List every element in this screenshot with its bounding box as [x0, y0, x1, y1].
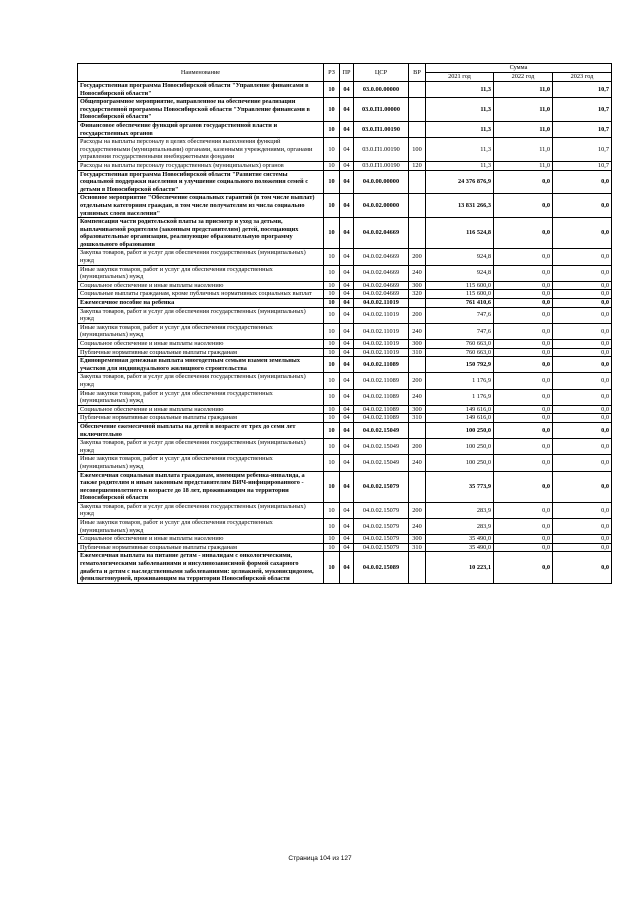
table-row	[78, 502, 612, 518]
budget-table	[77, 63, 612, 584]
row-vr: 300	[409, 535, 426, 544]
row-amount-2023: 0,0	[553, 535, 612, 544]
header-vr: ВР	[409, 64, 426, 82]
row-csr: 04.0.00.00000	[354, 170, 409, 194]
row-csr: 04.0.02.11089	[354, 414, 409, 423]
row-name: Государственная программа Новосибирской области "Развитие системы социальной поддержки населения и улучшение социального положения семей с детьми в Новосибирской области"	[78, 170, 324, 194]
row-name: Финансовое обеспечение функций органов государственной власти и государственных органов	[78, 121, 324, 137]
row-amount-2023: 0,0	[553, 265, 612, 281]
row-vr: 300	[409, 405, 426, 414]
row-amount-2022: 11,0	[494, 98, 553, 122]
row-vr	[409, 194, 426, 218]
row-amount-2023: 10,7	[553, 121, 612, 137]
row-amount-2022: 0,0	[494, 519, 553, 535]
row-rz: 10	[324, 552, 340, 583]
row-amount-2022: 0,0	[494, 405, 553, 414]
row-csr: 04.0.02.11019	[354, 299, 409, 308]
row-rz: 10	[324, 281, 340, 290]
row-name: Социальное обеспечение и иные выплаты населению	[78, 340, 324, 349]
row-pr: 04	[340, 307, 354, 323]
row-csr: 04.0.02.04669	[354, 218, 409, 249]
row-amount-2021: 283,9	[426, 502, 494, 518]
table-row	[78, 82, 612, 98]
row-rz: 10	[324, 307, 340, 323]
row-amount-2023: 0,0	[553, 414, 612, 423]
row-pr: 04	[340, 422, 354, 438]
row-name: Публичные нормативные социальные выплаты гражданам	[78, 348, 324, 357]
row-name: Закупка товаров, работ и услуг для обеспечения государственных (муниципальных) нужд	[78, 439, 324, 455]
row-amount-2021: 13 831 266,3	[426, 194, 494, 218]
row-name: Основное мероприятие "Обеспечение социальных гарантий (в том числе выплат) отдельным категориям граждан, в том числе получателям из числа социально уязвимых слоев населения"	[78, 194, 324, 218]
row-amount-2022: 0,0	[494, 439, 553, 455]
row-vr	[409, 170, 426, 194]
table-row	[78, 299, 612, 308]
row-csr: 04.0.02.00000	[354, 194, 409, 218]
row-rz: 10	[324, 323, 340, 339]
table-row	[78, 535, 612, 544]
table-row	[78, 471, 612, 502]
header-rz: РЗ	[324, 64, 340, 82]
row-pr: 04	[340, 405, 354, 414]
header-pr: ПР	[340, 64, 354, 82]
row-amount-2023: 0,0	[553, 405, 612, 414]
row-vr	[409, 82, 426, 98]
row-csr: 04.0.02.11019	[354, 348, 409, 357]
row-rz: 10	[324, 373, 340, 389]
row-amount-2023: 0,0	[553, 218, 612, 249]
row-name: Ежемесячная социальная выплата гражданам, имеющим ребенка-инвалида, а также родителям и иным законным представителям ВИЧ-инфицированного - несовершеннолетнего в возрасте до 18 лет, проживающим на территории Новосибирской области	[78, 471, 324, 502]
table-row	[78, 307, 612, 323]
row-vr: 320	[409, 290, 426, 299]
row-vr: 200	[409, 502, 426, 518]
row-pr: 04	[340, 290, 354, 299]
row-name: Общепрограммное мероприятие, направленное на обеспечение реализации государственной программы Новосибирской области "Управление финансами в Новосибирской области"	[78, 98, 324, 122]
row-amount-2021: 760 663,0	[426, 348, 494, 357]
row-name: Социальное обеспечение и иные выплаты населению	[78, 535, 324, 544]
row-pr: 04	[340, 170, 354, 194]
row-pr: 04	[340, 218, 354, 249]
row-pr: 04	[340, 471, 354, 502]
row-name: Закупка товаров, работ и услуг для обеспечения государственных (муниципальных) нужд	[78, 502, 324, 518]
row-amount-2021: 35 490,0	[426, 535, 494, 544]
row-vr: 200	[409, 439, 426, 455]
row-rz: 10	[324, 194, 340, 218]
row-amount-2023: 10,7	[553, 161, 612, 170]
row-csr: 04.0.02.15079	[354, 519, 409, 535]
table-row	[78, 357, 612, 373]
row-rz: 10	[324, 98, 340, 122]
row-rz: 10	[324, 357, 340, 373]
row-pr: 04	[340, 373, 354, 389]
row-pr: 04	[340, 82, 354, 98]
row-amount-2023: 0,0	[553, 502, 612, 518]
row-amount-2022: 0,0	[494, 249, 553, 265]
row-amount-2023: 0,0	[553, 455, 612, 471]
row-pr: 04	[340, 389, 354, 405]
row-csr: 03.0.П1.00190	[354, 138, 409, 162]
row-amount-2021: 11,3	[426, 98, 494, 122]
row-amount-2021: 11,3	[426, 121, 494, 137]
row-name: Социальное обеспечение и иные выплаты населению	[78, 405, 324, 414]
row-name: Расходы на выплаты персоналу в целях обеспечения выполнения функций государственными (муниципальными) органами, казенными учреждениями, органами управления государственными внебюджетными фондами	[78, 138, 324, 162]
row-csr: 04.0.02.15049	[354, 455, 409, 471]
row-amount-2023: 0,0	[553, 543, 612, 552]
row-amount-2023: 0,0	[553, 281, 612, 290]
table-header	[78, 64, 612, 82]
row-vr: 310	[409, 414, 426, 423]
row-pr: 04	[340, 98, 354, 122]
row-pr: 04	[340, 543, 354, 552]
row-amount-2021: 10 223,1	[426, 552, 494, 583]
row-csr: 03.0.00.00000	[354, 82, 409, 98]
row-amount-2022: 0,0	[494, 307, 553, 323]
row-rz: 10	[324, 265, 340, 281]
row-vr: 300	[409, 281, 426, 290]
table-row	[78, 194, 612, 218]
page-number: Страница 104 из 127	[288, 855, 352, 862]
row-rz: 10	[324, 161, 340, 170]
row-name: Ежемесячное пособие на ребенка	[78, 299, 324, 308]
row-amount-2022: 0,0	[494, 290, 553, 299]
row-pr: 04	[340, 519, 354, 535]
row-pr: 04	[340, 348, 354, 357]
row-csr: 04.0.02.04669	[354, 290, 409, 299]
row-name: Расходы на выплаты персоналу государственных (муниципальных) органов	[78, 161, 324, 170]
row-amount-2021: 35 490,0	[426, 543, 494, 552]
row-vr	[409, 98, 426, 122]
row-amount-2022: 0,0	[494, 265, 553, 281]
row-vr	[409, 218, 426, 249]
row-amount-2022: 0,0	[494, 299, 553, 308]
row-amount-2021: 760 663,0	[426, 340, 494, 349]
row-csr: 04.0.02.04669	[354, 265, 409, 281]
row-csr: 04.0.02.11019	[354, 323, 409, 339]
row-name: Иные закупки товаров, работ и услуг для обеспечения государственных (муниципальных) нужд	[78, 323, 324, 339]
table-row	[78, 340, 612, 349]
row-amount-2021: 150 792,9	[426, 357, 494, 373]
row-csr: 04.0.02.11089	[354, 389, 409, 405]
row-name: Публичные нормативные социальные выплаты гражданам	[78, 543, 324, 552]
row-amount-2021: 761 410,6	[426, 299, 494, 308]
row-name: Ежемесячная выплата на питание детям - инвалидам с онкологическими, гематологическими заболеваниями и инсулинозависимой формой сахарного диабета и детям с наследственными заболеваниями: целиакией, муковисцидозом, фенилкетонурией, проживающим на территории Новосибирской области	[78, 552, 324, 583]
header-name: Наименование	[78, 64, 324, 82]
row-amount-2023: 0,0	[553, 340, 612, 349]
row-csr: 04.0.02.15049	[354, 422, 409, 438]
table-row	[78, 249, 612, 265]
table-row	[78, 552, 612, 583]
row-vr: 120	[409, 161, 426, 170]
row-amount-2021: 100 250,0	[426, 455, 494, 471]
row-amount-2021: 115 600,0	[426, 281, 494, 290]
table-row	[78, 373, 612, 389]
row-amount-2021: 1 176,9	[426, 389, 494, 405]
row-amount-2023: 0,0	[553, 249, 612, 265]
row-csr: 03.0.П1.00190	[354, 161, 409, 170]
row-csr: 04.0.02.15079	[354, 543, 409, 552]
row-name: Иные закупки товаров, работ и услуг для обеспечения государственных (муниципальных) нужд	[78, 389, 324, 405]
row-pr: 04	[340, 357, 354, 373]
row-name: Социальные выплаты гражданам, кроме публичных нормативных социальных выплат	[78, 290, 324, 299]
row-rz: 10	[324, 422, 340, 438]
row-amount-2023: 0,0	[553, 290, 612, 299]
row-amount-2023: 0,0	[553, 519, 612, 535]
row-vr	[409, 299, 426, 308]
row-amount-2021: 116 524,8	[426, 218, 494, 249]
row-amount-2021: 11,3	[426, 82, 494, 98]
row-vr	[409, 422, 426, 438]
row-amount-2023: 10,7	[553, 82, 612, 98]
row-amount-2022: 0,0	[494, 323, 553, 339]
row-csr: 04.0.02.11019	[354, 340, 409, 349]
row-amount-2023: 0,0	[553, 307, 612, 323]
row-amount-2022: 0,0	[494, 422, 553, 438]
row-rz: 10	[324, 340, 340, 349]
row-name: Иные закупки товаров, работ и услуг для обеспечения государственных (муниципальных) нужд	[78, 519, 324, 535]
row-name: Государственная программа Новосибирской области "Управление финансами в Новосибирской области"	[78, 82, 324, 98]
row-rz: 10	[324, 455, 340, 471]
row-rz: 10	[324, 439, 340, 455]
row-amount-2022: 0,0	[494, 552, 553, 583]
row-amount-2023: 0,0	[553, 471, 612, 502]
row-rz: 10	[324, 389, 340, 405]
row-rz: 10	[324, 249, 340, 265]
row-amount-2023: 0,0	[553, 389, 612, 405]
row-amount-2021: 11,3	[426, 138, 494, 162]
row-amount-2022: 0,0	[494, 471, 553, 502]
row-name: Единовременная денежная выплата многодетным семьям взамен земельных участков для индивидуального жилищного строительства	[78, 357, 324, 373]
row-amount-2022: 0,0	[494, 502, 553, 518]
row-csr: 04.0.02.15079	[354, 502, 409, 518]
row-csr: 04.0.02.15079	[354, 535, 409, 544]
row-rz: 10	[324, 121, 340, 137]
table-row	[78, 348, 612, 357]
row-rz: 10	[324, 290, 340, 299]
row-vr: 240	[409, 389, 426, 405]
row-name: Закупка товаров, работ и услуг для обеспечения государственных (муниципальных) нужд	[78, 249, 324, 265]
row-vr	[409, 552, 426, 583]
row-vr: 200	[409, 249, 426, 265]
row-amount-2022: 0,0	[494, 218, 553, 249]
header-sum: Сумма	[426, 64, 612, 73]
row-amount-2022: 11,0	[494, 121, 553, 137]
row-amount-2022: 0,0	[494, 194, 553, 218]
row-csr: 04.0.02.15079	[354, 471, 409, 502]
row-csr: 03.0.П1.00000	[354, 98, 409, 122]
row-amount-2022: 0,0	[494, 414, 553, 423]
row-vr	[409, 357, 426, 373]
row-name: Публичные нормативные социальные выплаты гражданам	[78, 414, 324, 423]
row-amount-2023: 0,0	[553, 552, 612, 583]
row-amount-2021: 747,6	[426, 307, 494, 323]
table-row	[78, 439, 612, 455]
row-amount-2022: 11,0	[494, 138, 553, 162]
table-row	[78, 98, 612, 122]
row-amount-2021: 35 773,9	[426, 471, 494, 502]
row-amount-2022: 11,0	[494, 82, 553, 98]
row-rz: 10	[324, 218, 340, 249]
header-year-2022: 2022 год	[494, 73, 553, 82]
row-rz: 10	[324, 138, 340, 162]
row-pr: 04	[340, 161, 354, 170]
row-name: Иные закупки товаров, работ и услуг для обеспечения государственных (муниципальных) нужд	[78, 265, 324, 281]
row-amount-2021: 924,8	[426, 265, 494, 281]
row-vr: 240	[409, 455, 426, 471]
row-name: Иные закупки товаров, работ и услуг для обеспечения государственных (муниципальных) нужд	[78, 455, 324, 471]
row-amount-2022: 0,0	[494, 170, 553, 194]
row-amount-2021: 924,8	[426, 249, 494, 265]
row-amount-2023: 10,7	[553, 98, 612, 122]
row-amount-2021: 11,3	[426, 161, 494, 170]
row-amount-2023: 0,0	[553, 194, 612, 218]
row-name: Социальное обеспечение и иные выплаты населению	[78, 281, 324, 290]
row-rz: 10	[324, 535, 340, 544]
row-pr: 04	[340, 439, 354, 455]
row-amount-2023: 0,0	[553, 323, 612, 339]
row-pr: 04	[340, 502, 354, 518]
row-vr: 200	[409, 307, 426, 323]
row-amount-2023: 0,0	[553, 357, 612, 373]
row-vr	[409, 471, 426, 502]
row-csr: 04.0.02.11089	[354, 405, 409, 414]
row-amount-2022: 0,0	[494, 389, 553, 405]
row-rz: 10	[324, 170, 340, 194]
row-amount-2021: 283,9	[426, 519, 494, 535]
row-vr: 200	[409, 373, 426, 389]
row-vr: 310	[409, 543, 426, 552]
row-pr: 04	[340, 414, 354, 423]
row-pr: 04	[340, 299, 354, 308]
row-amount-2023: 0,0	[553, 422, 612, 438]
row-amount-2022: 0,0	[494, 357, 553, 373]
row-rz: 10	[324, 519, 340, 535]
row-pr: 04	[340, 249, 354, 265]
row-pr: 04	[340, 535, 354, 544]
row-amount-2021: 24 376 876,9	[426, 170, 494, 194]
table-row	[78, 161, 612, 170]
row-amount-2022: 0,0	[494, 535, 553, 544]
table-row	[78, 323, 612, 339]
row-pr: 04	[340, 281, 354, 290]
row-rz: 10	[324, 502, 340, 518]
row-amount-2023: 0,0	[553, 373, 612, 389]
row-rz: 10	[324, 471, 340, 502]
table-row	[78, 405, 612, 414]
row-amount-2023: 0,0	[553, 348, 612, 357]
row-vr: 240	[409, 519, 426, 535]
row-name: Компенсация части родительской платы за присмотр и уход за детьми, выплачиваемой родителям (законным представителям) детей, посещающих образовательные организации, реализующие образовательную программу дошкольного образования	[78, 218, 324, 249]
table-row	[78, 455, 612, 471]
row-csr: 04.0.02.11089	[354, 373, 409, 389]
table-row	[78, 422, 612, 438]
row-amount-2023: 0,0	[553, 439, 612, 455]
row-pr: 04	[340, 323, 354, 339]
row-pr: 04	[340, 455, 354, 471]
table-row	[78, 281, 612, 290]
row-amount-2023: 0,0	[553, 170, 612, 194]
row-vr: 300	[409, 340, 426, 349]
row-csr: 04.0.02.11019	[354, 307, 409, 323]
row-csr: 04.0.02.15049	[354, 439, 409, 455]
row-csr: 03.0.П1.00190	[354, 121, 409, 137]
row-pr: 04	[340, 552, 354, 583]
row-pr: 04	[340, 138, 354, 162]
table-row	[78, 121, 612, 137]
row-amount-2021: 100 250,0	[426, 439, 494, 455]
row-amount-2023: 0,0	[553, 299, 612, 308]
row-amount-2022: 0,0	[494, 373, 553, 389]
row-vr: 240	[409, 323, 426, 339]
row-amount-2022: 0,0	[494, 281, 553, 290]
row-amount-2021: 149 616,0	[426, 414, 494, 423]
table-row	[78, 170, 612, 194]
row-rz: 10	[324, 405, 340, 414]
row-amount-2022: 0,0	[494, 455, 553, 471]
table-row	[78, 414, 612, 423]
row-name: Закупка товаров, работ и услуг для обеспечения государственных (муниципальных) нужд	[78, 373, 324, 389]
row-amount-2021: 1 176,9	[426, 373, 494, 389]
row-amount-2022: 0,0	[494, 543, 553, 552]
row-csr: 04.0.02.04669	[354, 249, 409, 265]
row-amount-2021: 100 250,0	[426, 422, 494, 438]
row-rz: 10	[324, 414, 340, 423]
row-vr	[409, 121, 426, 137]
table-row	[78, 218, 612, 249]
row-vr: 240	[409, 265, 426, 281]
row-rz: 10	[324, 543, 340, 552]
row-name: Обеспечение ежемесячной выплаты на детей в возрасте от трех до семи лет включительно	[78, 422, 324, 438]
row-pr: 04	[340, 121, 354, 137]
header-csr: ЦСР	[354, 64, 409, 82]
row-pr: 04	[340, 194, 354, 218]
row-csr: 04.0.02.15089	[354, 552, 409, 583]
row-rz: 10	[324, 299, 340, 308]
row-amount-2021: 115 600,0	[426, 290, 494, 299]
row-amount-2022: 0,0	[494, 340, 553, 349]
row-name: Закупка товаров, работ и услуг для обеспечения государственных (муниципальных) нужд	[78, 307, 324, 323]
row-vr: 310	[409, 348, 426, 357]
table-row	[78, 290, 612, 299]
table-row	[78, 389, 612, 405]
row-amount-2022: 0,0	[494, 348, 553, 357]
row-rz: 10	[324, 82, 340, 98]
header-year-2023: 2023 год	[553, 73, 612, 82]
table-row	[78, 138, 612, 162]
table-row	[78, 519, 612, 535]
row-rz: 10	[324, 348, 340, 357]
row-csr: 04.0.02.11089	[354, 357, 409, 373]
table-row	[78, 265, 612, 281]
row-amount-2022: 11,0	[494, 161, 553, 170]
row-vr: 100	[409, 138, 426, 162]
row-amount-2021: 747,6	[426, 323, 494, 339]
table-row	[78, 543, 612, 552]
row-amount-2023: 10,7	[553, 138, 612, 162]
header-year-2021: 2021 год	[426, 73, 494, 82]
table-body	[78, 82, 612, 584]
row-csr: 04.0.02.04669	[354, 281, 409, 290]
row-amount-2021: 149 616,0	[426, 405, 494, 414]
row-pr: 04	[340, 265, 354, 281]
row-pr: 04	[340, 340, 354, 349]
